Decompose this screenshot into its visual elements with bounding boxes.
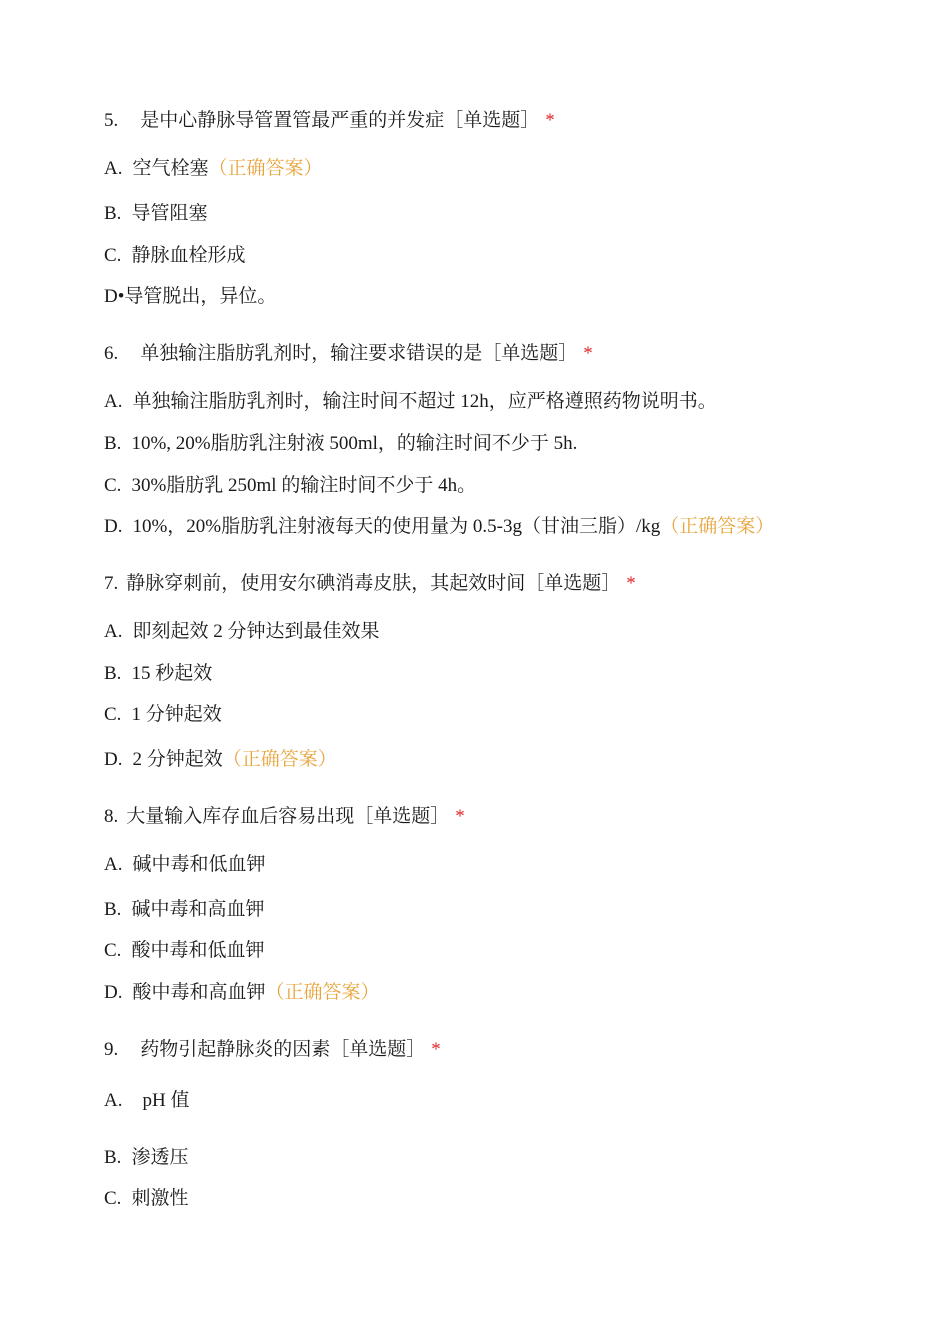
option-text: 导管脱出，异位。 [124, 286, 277, 307]
q9-option-c[interactable] [104, 1187, 188, 1211]
question-number: 9. [104, 1039, 119, 1060]
question-text: 静脉穿刺前，使用安尔碘消毒皮肤，其起效时间［单选题］ [126, 573, 621, 594]
option-letter: B. [104, 203, 122, 224]
required-marker: * [455, 806, 465, 827]
option-text: 静脉血栓形成 [131, 245, 246, 266]
required-marker: * [431, 1039, 441, 1060]
q5-option-d[interactable] [104, 285, 276, 309]
option-text: 酸中毒和低血钾 [131, 940, 265, 961]
option-letter: D. [104, 982, 123, 1003]
question-text: 是中心静脉导管置管最严重的并发症［单选题］ [140, 110, 540, 131]
correct-answer-label: （正确答案） [660, 516, 775, 537]
option-letter: A. [104, 158, 123, 179]
correct-answer-label: （正确答案） [208, 158, 323, 179]
q6-option-c[interactable] [104, 474, 476, 498]
option-text: 10%, 20%脂肪乳注射液 500ml，的输注时间不少于 5h. [131, 433, 578, 454]
required-marker: * [583, 343, 593, 364]
q9-option-b[interactable] [104, 1146, 188, 1170]
option-letter: D. [104, 749, 123, 770]
q6-option-d[interactable] [104, 515, 774, 539]
option-letter: C. [104, 940, 122, 961]
option-text: 导管阻塞 [131, 203, 208, 224]
required-marker: * [545, 110, 555, 131]
option-text: 即刻起效 2 分钟达到最佳效果 [132, 621, 380, 642]
option-text: 30%脂肪乳 250ml 的输注时间不少于 4h。 [131, 475, 477, 496]
option-letter: C. [104, 245, 122, 266]
q6-option-b[interactable] [104, 432, 577, 456]
question-number: 6. [104, 343, 119, 364]
option-text: 15 秒起效 [131, 663, 213, 684]
q8-option-d[interactable] [104, 981, 380, 1005]
option-letter: A. [104, 391, 123, 412]
option-letter: A. [104, 854, 123, 875]
option-letter: A. [104, 1090, 123, 1111]
q8-option-c[interactable] [104, 939, 264, 963]
option-letter: B. [104, 663, 122, 684]
option-text: 渗透压 [131, 1147, 189, 1168]
q5-option-b[interactable] [104, 202, 207, 226]
option-letter: C. [104, 475, 122, 496]
question-number: 8. [104, 806, 119, 827]
question-6-title [104, 342, 593, 366]
option-letter: A. [104, 621, 123, 642]
question-text: 药物引起静脉炎的因素［单选题］ [140, 1039, 426, 1060]
question-7-title [104, 572, 636, 596]
option-text: 酸中毒和高血钾 [132, 982, 266, 1003]
correct-answer-label: （正确答案） [265, 982, 380, 1003]
option-letter: D• [104, 286, 125, 307]
option-text: 空气栓塞 [132, 158, 209, 179]
q5-option-c[interactable] [104, 244, 245, 268]
question-text: 单独输注脂肪乳剂时，输注要求错误的是［单选题］ [140, 343, 578, 364]
required-marker: * [626, 573, 636, 594]
option-text: 碱中毒和高血钾 [131, 899, 265, 920]
correct-answer-label: （正确答案） [222, 749, 337, 770]
q8-option-b[interactable] [104, 898, 264, 922]
q7-option-c[interactable] [104, 703, 222, 727]
option-letter: B. [104, 899, 122, 920]
question-text: 大量输入库存血后容易出现［单选题］ [126, 806, 450, 827]
option-letter: C. [104, 1188, 122, 1209]
q8-option-a[interactable] [104, 853, 266, 877]
q9-option-a[interactable] [104, 1089, 189, 1113]
question-9-title [104, 1038, 441, 1062]
q5-option-a[interactable] [104, 157, 323, 181]
q6-option-a[interactable] [104, 390, 717, 414]
q7-option-a[interactable] [104, 620, 380, 644]
option-letter: B. [104, 433, 122, 454]
option-letter: B. [104, 1147, 122, 1168]
option-text: 2 分钟起效 [132, 749, 223, 770]
option-text: 1 分钟起效 [131, 704, 222, 725]
option-letter: D. [104, 516, 123, 537]
option-text: 刺激性 [131, 1188, 189, 1209]
question-8-title [104, 805, 465, 829]
option-text: 10%，20%脂肪乳注射液每天的使用量为 0.5-3g（甘油三脂）/kg [132, 516, 661, 537]
q7-option-b[interactable] [104, 662, 212, 686]
option-letter: C. [104, 704, 122, 725]
question-number: 5. [104, 110, 119, 131]
option-text: 单独输注脂肪乳剂时，输注时间不超过 12h，应严格遵照药物说明书。 [132, 391, 717, 412]
question-5-title [104, 109, 555, 133]
question-number: 7. [104, 573, 119, 594]
option-text: pH 值 [142, 1090, 190, 1111]
option-text: 碱中毒和低血钾 [132, 854, 266, 875]
q7-option-d[interactable] [104, 748, 337, 772]
